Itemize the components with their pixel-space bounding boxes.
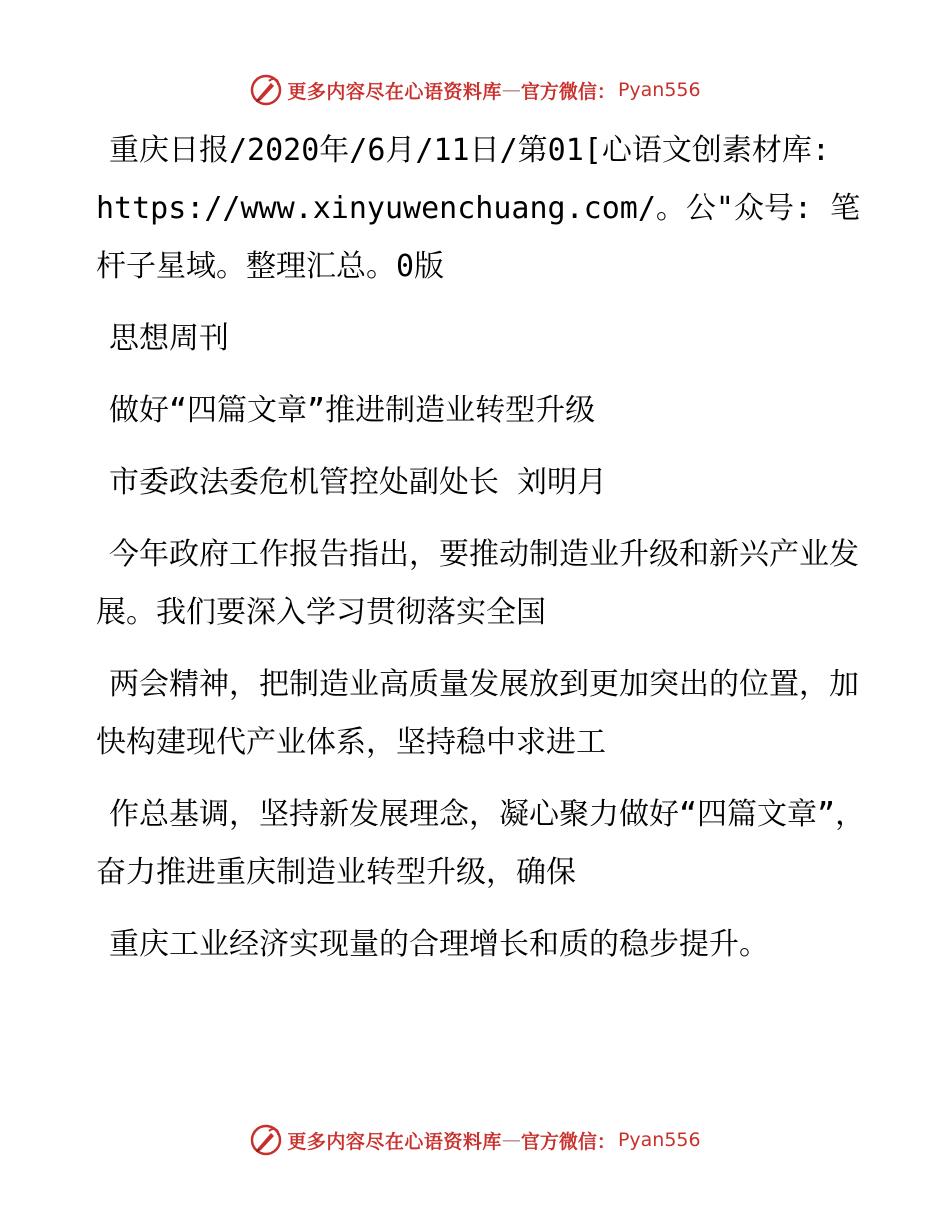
watermark-main-text: 更多内容尽在心语资料库: [287, 1130, 502, 1153]
body-paragraph: 作总基调，坚持新发展理念，凝心聚力做好“四篇文章”，奋力推进重庆制造业转型升级，确保: [96, 797, 866, 890]
watermark-wechat-label: 官方微信：: [520, 1130, 616, 1153]
watermark-separator: —: [501, 1129, 521, 1151]
body-paragraph: 两会精神，把制造业高质量发展放到更加突出的位置，加快构建现代产业体系，坚持稳中求进工: [96, 667, 859, 760]
watermark-wechat-id: Pyan556: [617, 79, 701, 101]
section-name: 思想周刊: [109, 321, 229, 356]
document-body: [96, 122, 866, 974]
article-author: 市委政法委危机管控处副处长 刘明月: [109, 465, 608, 500]
pen-logo-icon: [249, 1123, 283, 1157]
footer-watermark: [0, 1120, 950, 1160]
watermark-wechat-label: 官方微信：: [520, 80, 616, 103]
header-watermark: [0, 70, 950, 110]
source-line: 重庆日报/2020年/6月/11日/第01[心语文创素材库: https://www.xinyuwenchuang.com/。公"众号: 笔杆子星域。整理汇总。0版: [96, 133, 861, 284]
article-title: 做好“四篇文章”推进制造业转型升级: [109, 393, 596, 428]
watermark-separator: —: [501, 79, 521, 101]
body-paragraph: 重庆工业经济实现量的合理增长和质的稳步提升。: [109, 927, 769, 962]
pen-logo-icon: [249, 73, 283, 107]
watermark-wechat-id: Pyan556: [617, 1129, 701, 1151]
watermark-main-text: 更多内容尽在心语资料库: [287, 80, 502, 103]
body-paragraph: 今年政府工作报告指出，要推动制造业升级和新兴产业发展。我们要深入学习贯彻落实全国: [96, 537, 859, 630]
